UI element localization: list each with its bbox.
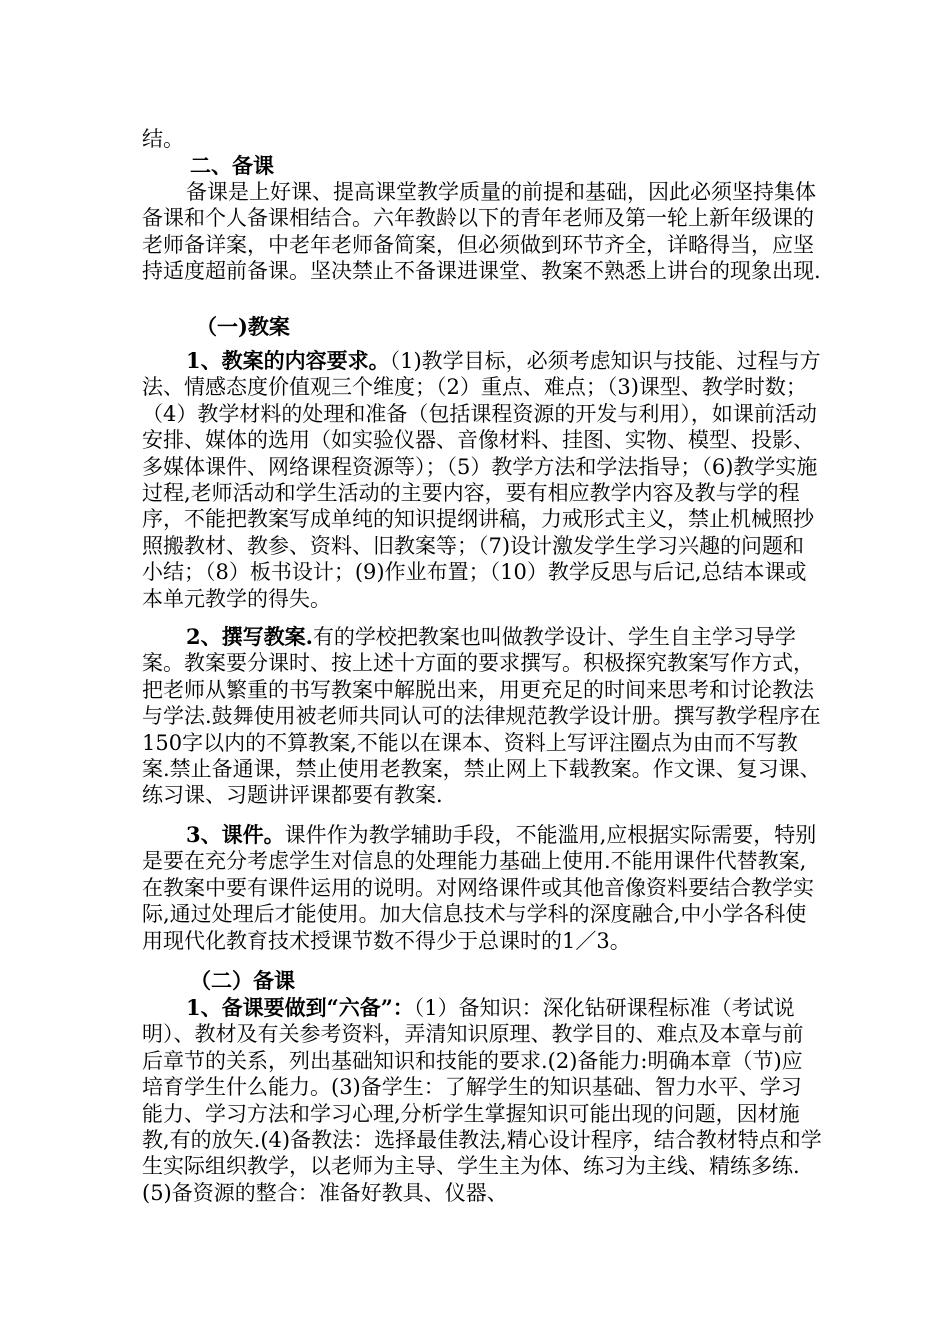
paragraph-continuation: 结。 bbox=[142, 127, 184, 151]
paragraph-write-jiaoan-body: 有的学校把教案也叫做教学设计、学生自主学习导学案。教案要分课时、按上述十方面的要求撰写。积极探究教案写作方式，把老师从繁重的书写教案中解脱出来，用更充足的时间来思考和讨论教法与学法.鼓舞使用被老师共同认可的法律规范教学设计册。撰写教学程序在150字以内的不算教案,不能以在课本、资料上写评注圈点为由而不写教案.禁止备通课，禁止使用老教案，禁止网上下载教案。作文课、复习课、练习课、习题讲评课都要有教案. bbox=[142, 625, 821, 808]
paragraph-kejian-body: 课件作为教学辅助手段，不能滥用,应根据实际需要，特别是要在充分考虑学生对信息的处理能力基础上使用.不能用课件代替教案,在教案中要有课件运用的说明。对网络课件或其他音像资料要结合教学实际,通过处理后才能使用。加大信息技术与学科的深度融合,中小学各科使用现代化教育技术授课节数不得少于总课时的1／3。 bbox=[142, 823, 817, 953]
paragraph-kejian-heading: 3、课件。 bbox=[186, 822, 285, 847]
paragraph-liubei-heading: 1、备课要做到“六备”： bbox=[186, 995, 414, 1020]
subsection-heading-erbeike: （二）备课 bbox=[190, 968, 295, 993]
paragraph-intro: 备课是上好课、提高课堂教学质量的前提和基础，因此必须坚持集体备课和个人备课相结合。六年教龄以下的青年老师及第一轮上新年级课的老师备详案，中老年老师备简案，但必须做到环节齐全，详略得当，应坚持适度超前备课。坚决禁止不备课进课堂、教案不熟悉上讲台的现象出现. bbox=[142, 180, 821, 284]
section-heading-beike: 二、备课 bbox=[190, 153, 274, 178]
paragraph-write-jiaoan bbox=[142, 624, 822, 809]
subsection-heading-jiaoan: （一)教案 bbox=[196, 314, 290, 339]
paragraph-jiaoan-content-heading: 1、教案的内容要求。 bbox=[186, 348, 390, 373]
paragraph-jiaoan-content-body: （1)教学目标，必须考虑知识与技能、过程与方法、情感态度价值观三个维度；（2）重点、难点；（3)课型、教学时数；（4）教学材料的处理和准备（包括课程资源的开发与利用），如课前活动安排、媒体的选用（如实验仪器、音像材料、挂图、实物、模型、投影、多媒体课件、网络课程资源等）；（5）教学方法和学法指导；（6)教学实施过程,老师活动和学生活动的主要内容，要有相应教学内容及教与学的程序，不能把教案写成单纯的知识提纲讲稿，力戒形式主义，禁止机械照抄照搬教材、教参、资料、旧教案等；（7)设计激发学生学习兴趣的问题和小结；（8）板书设计；(9)作业布置；（10）教学反思与后记,总结本课或本单元教学的得失。 bbox=[142, 349, 821, 611]
paragraph-jiaoan-content bbox=[142, 348, 822, 612]
paragraph-liubei-body: （1）备知识：深化钻研课程标准（考试说明）、教材及有关参考资料，弄清知识原理、教学目的、难点及本章与前后章节的关系，列出基础知识和技能的要求.(2)备能力:明确本章（节)应培育学生什么能力。(3)备学生：了解学生的知识基础、智力水平、学习能力、学习方法和学习心理,分析学生掌握知识可能出现的问题，因材施教,有的放矢.(4)备教法：选择最佳教法,精心设计程序，结合教材特点和学生实际组织教学，以老师为主导、学生主为体、练习为主线、精练多练.(5)备资源的整合：准备好教具、仪器、 bbox=[142, 996, 822, 1205]
paragraph-liubei bbox=[142, 995, 822, 1206]
paragraph-kejian bbox=[142, 822, 822, 954]
paragraph-write-jiaoan-heading: 2、撰写教案. bbox=[186, 624, 313, 649]
